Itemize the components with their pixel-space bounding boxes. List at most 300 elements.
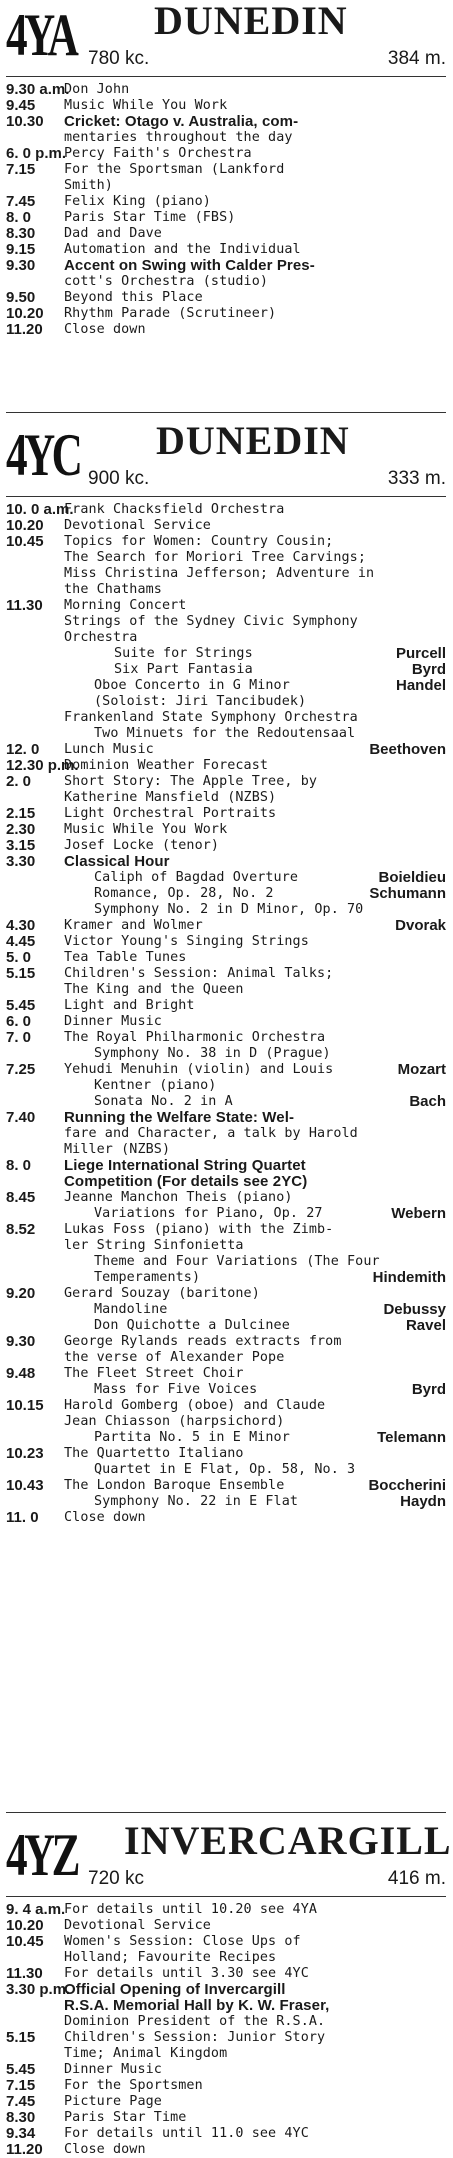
composer-name: Haydn <box>400 1493 446 1510</box>
programme-title: Variations for Piano, Op. 27 <box>94 1206 323 1221</box>
programme-title: Symphony No. 38 in D (Prague) <box>94 1046 331 1061</box>
programme-row <box>6 566 446 582</box>
programme-title: mentaries throughout the day <box>64 130 293 145</box>
programme-title: The London Baroque Ensemble <box>64 1478 285 1493</box>
programme-time <box>6 1046 64 1062</box>
programme-time: 8. 0 <box>6 209 32 226</box>
station-city: INVERCARGILL <box>124 1818 452 1863</box>
station-frequency: 780 kc. <box>88 48 150 69</box>
programme-time: 5.45 <box>6 997 36 1014</box>
programme-time <box>6 1078 64 1094</box>
programme-time <box>6 1254 64 1270</box>
programme-time <box>6 1414 64 1430</box>
programme-row <box>6 1462 446 1478</box>
programme-row <box>6 870 446 886</box>
programme-title: Liege International String Quartet <box>64 1157 306 1174</box>
programme-title: Orchestra <box>64 630 138 645</box>
programme-time: 9.48 <box>6 1365 36 1382</box>
programme-time <box>6 790 64 806</box>
programme-title: Paris Star Time (FBS) <box>64 210 236 225</box>
programme-time <box>6 1270 64 1286</box>
programme-time: 11.30 <box>6 597 43 614</box>
programme-time: 9. 4 a.m. <box>6 1901 66 1918</box>
programme-time <box>6 1950 64 1966</box>
programme-time <box>6 1350 64 1366</box>
programme-time <box>6 274 64 290</box>
composer-name: Hindemith <box>372 1269 446 1286</box>
programme-row <box>6 2142 446 2158</box>
programme-time: 8.30 <box>6 225 36 242</box>
programme-title: Beyond this Place <box>64 290 203 305</box>
programme-row <box>6 210 446 226</box>
programme-time: 7.45 <box>6 193 36 210</box>
programme-title: Oboe Concerto in G Minor <box>94 678 290 693</box>
programme-title: Temperaments) <box>94 1270 201 1285</box>
programme-title: Victor Young's Singing Strings <box>64 934 309 949</box>
programme-time: 10.15 <box>6 1397 44 1414</box>
header-rule <box>6 76 446 77</box>
programme-row <box>6 1238 446 1254</box>
programme-row <box>6 1158 446 1174</box>
programme-time <box>6 1430 64 1446</box>
programme-row <box>6 1414 446 1430</box>
programme-row <box>6 1318 446 1334</box>
programme-title: Theme and Four Variations (The Four <box>94 1254 380 1269</box>
composer-name: Telemann <box>377 1429 446 1446</box>
programme-time: 7.15 <box>6 161 36 178</box>
programme-row <box>6 774 446 790</box>
programme-title: Close down <box>64 1510 146 1525</box>
programme-row <box>6 1398 446 1414</box>
programme-time <box>6 678 64 694</box>
programme-row <box>6 902 446 918</box>
programme-row <box>6 322 446 338</box>
programme-time: 2. 0 <box>6 773 32 790</box>
station-header <box>6 0 446 78</box>
programme-row <box>6 114 446 130</box>
programme-row <box>6 598 446 614</box>
programme-row <box>6 194 446 210</box>
composer-name: Handel <box>395 677 446 694</box>
programme-title: Close down <box>64 2142 146 2157</box>
programme-row <box>6 2014 446 2030</box>
programme-row <box>6 1982 446 1998</box>
composer-name: Debussy <box>383 1301 446 1318</box>
programme-title: Symphony No. 2 in D Minor, Op. 70 <box>94 902 364 917</box>
programme-time: 7.25 <box>6 1061 36 1078</box>
programme-row <box>6 2030 446 2046</box>
programme-title: ler String Sinfonietta <box>64 1238 244 1253</box>
programme-title: Kramer and Wolmer <box>64 918 203 933</box>
programme-row <box>6 1046 446 1062</box>
programme-row <box>6 1446 446 1462</box>
programme-row <box>6 982 446 998</box>
programme-row <box>6 130 446 146</box>
programme-row <box>6 822 446 838</box>
programme-row <box>6 886 446 902</box>
programme-time <box>6 566 64 582</box>
programme-time: 10.23 <box>6 1445 44 1462</box>
programme-row <box>6 2126 446 2142</box>
programme-title: Classical Hour <box>64 853 170 870</box>
programme-row <box>6 226 446 242</box>
programme-title: Accent on Swing with Calder Pres- <box>64 257 315 274</box>
programme-title: George Rylands reads extracts from <box>64 1334 342 1349</box>
programme-row <box>6 290 446 306</box>
programme-row <box>6 1918 446 1934</box>
programme-time <box>6 2046 64 2062</box>
programme-row <box>6 1094 446 1110</box>
programme-row <box>6 710 446 726</box>
programme-row <box>6 998 446 1014</box>
programme-title: The Royal Philharmonic Orchestra <box>64 1030 326 1045</box>
programme-time: 9.45 <box>6 97 36 114</box>
programme-row <box>6 242 446 258</box>
station-call-sign: 4YC <box>6 422 80 488</box>
programme-title: Women's Session: Close Ups of <box>64 1934 301 1949</box>
programme-title: Jean Chiasson (harpsichord) <box>64 1414 285 1429</box>
programme-title: Suite for Strings <box>114 646 253 661</box>
programme-time <box>6 130 64 146</box>
programme-title: Romance, Op. 28, No. 2 <box>94 886 274 901</box>
programme-row <box>6 614 446 630</box>
programme-time: 4.30 <box>6 917 36 934</box>
programme-title: Dominion President of the R.S.A. <box>64 2014 326 2029</box>
programme-time <box>6 178 64 194</box>
programme-title: Two Minuets for the Redoutensaal <box>94 726 356 741</box>
programme-time: 11.20 <box>6 2141 43 2158</box>
station-frequency: 900 kc. <box>88 468 150 489</box>
programme-row <box>6 950 446 966</box>
programme-title: cott's Orchestra (studio) <box>64 274 269 289</box>
station-frequency: 720 kc <box>88 1868 144 1889</box>
programme-time: 6. 0 <box>6 1013 32 1030</box>
programme-row <box>6 146 446 162</box>
station-header <box>6 420 446 498</box>
programme-row <box>6 1286 446 1302</box>
composer-name: Mozart <box>397 1061 446 1078</box>
programme-row <box>6 258 446 274</box>
programme-row <box>6 1998 446 2014</box>
programme-title: For details until 11.0 see 4YC <box>64 2126 309 2141</box>
programme-row <box>6 1902 446 1918</box>
programme-row <box>6 82 446 98</box>
programme-title: (Soloist: Jiri Tancibudek) <box>94 694 307 709</box>
programme-row <box>6 966 446 982</box>
programme-time: 9.30 <box>6 1333 36 1350</box>
composer-name: Byrd <box>411 1381 446 1398</box>
programme-title: Six Part Fantasia <box>114 662 253 677</box>
programme-row <box>6 502 446 518</box>
programme-row <box>6 1222 446 1238</box>
station-4yc <box>6 420 446 1526</box>
programme-time <box>6 710 64 726</box>
programme-title: Music While You Work <box>64 98 228 113</box>
composer-name: Boieldieu <box>378 869 446 886</box>
programme-time: 9.15 <box>6 241 36 258</box>
programme-title: The King and the Queen <box>64 982 244 997</box>
programme-title: Felix King (piano) <box>64 194 211 209</box>
programme-time <box>6 1126 64 1142</box>
programme-row <box>6 1966 446 1982</box>
composer-name: Schumann <box>369 885 446 902</box>
programme-time: 10.20 <box>6 517 44 534</box>
programme-row <box>6 694 446 710</box>
programme-title: The Quartetto Italiano <box>64 1446 244 1461</box>
programme-time <box>6 550 64 566</box>
programme-time: 12.30 p.m. <box>6 757 79 774</box>
programme-title: Music While You Work <box>64 822 228 837</box>
programme-title: Rhythm Parade (Scrutineer) <box>64 306 277 321</box>
programme-row <box>6 306 446 322</box>
programme-row <box>6 1190 446 1206</box>
programme-row <box>6 790 446 806</box>
station-call-sign: 4YA <box>6 2 76 68</box>
programme-title: Short Story: The Apple Tree, by <box>64 774 318 789</box>
programme-time <box>6 726 64 742</box>
station-city: DUNEDIN <box>154 0 348 43</box>
programme-time <box>6 1238 64 1254</box>
programme-time: 4.45 <box>6 933 36 950</box>
programme-row <box>6 934 446 950</box>
programme-row <box>6 742 446 758</box>
programme-time <box>6 1174 64 1190</box>
programme-time <box>6 2014 64 2030</box>
programme-row <box>6 274 446 290</box>
programme-time <box>6 1462 64 1478</box>
programme-row <box>6 646 446 662</box>
programme-row <box>6 806 446 822</box>
programme-time: 3.30 <box>6 853 36 870</box>
programme-row <box>6 1142 446 1158</box>
programme-row <box>6 1366 446 1382</box>
programme-time: 7. 0 <box>6 1029 32 1046</box>
station-wavelength: 416 m. <box>387 1868 446 1889</box>
station-wavelength: 333 m. <box>387 468 446 489</box>
composer-name: Dvorak <box>395 917 446 934</box>
programme-time: 9.20 <box>6 1285 36 1302</box>
programme-row <box>6 1254 446 1270</box>
programme-title: Time; Animal Kingdom <box>64 2046 228 2061</box>
programme-row <box>6 550 446 566</box>
station-wavelength: 384 m. <box>387 48 446 69</box>
programme-time: 3.15 <box>6 837 36 854</box>
programme-row <box>6 2046 446 2062</box>
programme-time <box>6 1206 64 1222</box>
programme-title: For details until 3.30 see 4YC <box>64 1966 309 1981</box>
programme-title: Holland; Favourite Recipes <box>64 1950 277 1965</box>
programme-time: 9.30 <box>6 257 36 274</box>
programme-title: Close down <box>64 322 146 337</box>
programme-title: Jeanne Manchon Theis (piano) <box>64 1190 293 1205</box>
programme-title: fare and Character, a talk by Harold <box>64 1126 358 1141</box>
programme-time <box>6 1302 64 1318</box>
programme-title: Children's Session: Animal Talks; <box>64 966 334 981</box>
programme-time <box>6 902 64 918</box>
programme-title: Paris Star Time <box>64 2110 187 2125</box>
programme-row <box>6 1126 446 1142</box>
header-rule <box>6 496 446 497</box>
programme-time: 10. 0 a.m. <box>6 501 74 518</box>
programme-title: The Fleet Street Choir <box>64 1366 244 1381</box>
programme-title: Running the Welfare State: Wel- <box>64 1109 295 1126</box>
composer-name: Purcell <box>395 645 446 662</box>
programme-title: The Search for Moriori Tree Carvings; <box>64 550 366 565</box>
programme-title: Dominion Weather Forecast <box>64 758 269 773</box>
programme-title: Picture Page <box>64 2094 162 2109</box>
programme-time <box>6 982 64 998</box>
programme-time: 11.30 <box>6 1965 43 1982</box>
programme-time: 7.15 <box>6 2077 36 2094</box>
programme-time: 8.52 <box>6 1221 36 1238</box>
programme-time: 2.30 <box>6 821 36 838</box>
programme-title: For the Sportsmen <box>64 2078 203 2093</box>
programme-time: 10.20 <box>6 1917 44 1934</box>
programme-time: 8.30 <box>6 2109 36 2126</box>
programme-row <box>6 918 446 934</box>
programme-title: Light and Bright <box>64 998 195 1013</box>
programme-time <box>6 582 64 598</box>
programme-time <box>6 1094 64 1110</box>
programme-row <box>6 1078 446 1094</box>
programme-time <box>6 614 64 630</box>
programme-title: Competition (For details see 2YC) <box>64 1173 308 1190</box>
programme-title: Sonata No. 2 in A <box>94 1094 233 1109</box>
programme-title: Devotional Service <box>64 518 211 533</box>
programme-list <box>6 82 446 338</box>
programme-time: 10.45 <box>6 1933 44 1950</box>
composer-name: Beethoven <box>369 741 446 758</box>
programme-time <box>6 694 64 710</box>
programme-time: 11. 0 <box>6 1509 39 1526</box>
programme-title: Symphony No. 22 in E Flat <box>94 1494 299 1509</box>
station-call-sign: 4YZ <box>6 1822 77 1888</box>
programme-row <box>6 1494 446 1510</box>
programme-title: Topics for Women: Country Cousin; <box>64 534 334 549</box>
programme-time <box>6 1318 64 1334</box>
programme-title: Devotional Service <box>64 1918 211 1933</box>
programme-title: Morning Concert <box>64 598 187 613</box>
programme-row <box>6 1950 446 1966</box>
programme-title: Don Quichotte a Dulcinee <box>94 1318 290 1333</box>
programme-time <box>6 630 64 646</box>
programme-time <box>6 870 64 886</box>
programme-title: Partita No. 5 in E Minor <box>94 1430 290 1445</box>
programme-title: Yehudi Menuhin (violin) and Louis <box>64 1062 334 1077</box>
programme-title: Mandoline <box>94 1302 168 1317</box>
station-4yz <box>6 1818 452 2158</box>
programme-row <box>6 518 446 534</box>
programme-row <box>6 2062 446 2078</box>
programme-row <box>6 678 446 694</box>
programme-row <box>6 1030 446 1046</box>
programme-row <box>6 1934 446 1950</box>
composer-name: Ravel <box>405 1317 446 1334</box>
programme-row <box>6 1382 446 1398</box>
programme-title: Josef Locke (tenor) <box>64 838 220 853</box>
programme-title: Dinner Music <box>64 1014 162 1029</box>
programme-title: Miller (NZBS) <box>64 1142 171 1157</box>
programme-time: 9.30 a.m. <box>6 81 70 98</box>
programme-title: Gerard Souzay (baritone) <box>64 1286 260 1301</box>
programme-time <box>6 1142 64 1158</box>
programme-time: 3.30 p.m. <box>6 1981 71 1998</box>
programme-row <box>6 2094 446 2110</box>
programme-row <box>6 1174 446 1190</box>
programme-time <box>6 662 64 678</box>
programme-title: Mass for Five Voices <box>94 1382 258 1397</box>
programme-time: 7.45 <box>6 2093 36 2110</box>
programme-title: Frank Chacksfield Orchestra <box>64 502 285 517</box>
station-4ya <box>6 0 446 338</box>
programme-row <box>6 2078 446 2094</box>
programme-title: Percy Faith's Orchestra <box>64 146 252 161</box>
header-rule <box>6 1896 446 1897</box>
programme-row <box>6 162 446 178</box>
programme-title: Caliph of Bagdad Overture <box>94 870 299 885</box>
programme-row <box>6 178 446 194</box>
programme-title: Strings of the Sydney Civic Symphony <box>64 614 358 629</box>
station-city: DUNEDIN <box>156 418 350 463</box>
programme-time <box>6 646 64 662</box>
programme-row <box>6 1334 446 1350</box>
section-divider <box>6 1812 446 1813</box>
composer-name: Bach <box>409 1093 446 1110</box>
programme-row <box>6 582 446 598</box>
programme-time <box>6 1998 64 2014</box>
programme-list <box>6 502 446 1526</box>
programme-time: 12. 0 <box>6 741 40 758</box>
station-header <box>6 1818 452 1898</box>
programme-time: 5.15 <box>6 2029 36 2046</box>
programme-row <box>6 534 446 550</box>
programme-row <box>6 1430 446 1446</box>
programme-time: 5.45 <box>6 2061 36 2078</box>
programme-time: 5.15 <box>6 965 36 982</box>
programme-row <box>6 662 446 678</box>
programme-time: 2.15 <box>6 805 36 822</box>
programme-title: Official Opening of Invercargill <box>64 1981 286 1998</box>
programme-time: 11.20 <box>6 321 43 338</box>
programme-title: Dinner Music <box>64 2062 162 2077</box>
programme-time: 9.34 <box>6 2125 36 2142</box>
programme-title: Harold Gomberg (oboe) and Claude <box>64 1398 326 1413</box>
programme-time <box>6 1494 64 1510</box>
programme-row <box>6 854 446 870</box>
programme-title: Children's Session: Junior Story <box>64 2030 326 2045</box>
programme-row <box>6 1350 446 1366</box>
programme-row <box>6 1302 446 1318</box>
programme-time <box>6 1382 64 1398</box>
section-divider <box>6 412 446 413</box>
programme-time: 7.40 <box>6 1109 36 1126</box>
programme-title: For the Sportsman (Lankford <box>64 162 285 177</box>
programme-title: Kentner (piano) <box>94 1078 217 1093</box>
programme-title: Light Orchestral Portraits <box>64 806 277 821</box>
programme-title: R.S.A. Memorial Hall by K. W. Fraser, <box>64 1997 330 2014</box>
programme-time: 8. 0 <box>6 1157 32 1174</box>
composer-name: Byrd <box>411 661 446 678</box>
programme-title: Automation and the Individual <box>64 242 301 257</box>
programme-time: 9.50 <box>6 289 36 306</box>
programme-title: Dad and Dave <box>64 226 162 241</box>
programme-row <box>6 1110 446 1126</box>
programme-time: 10.43 <box>6 1477 44 1494</box>
programme-time: 10.30 <box>6 113 44 130</box>
programme-row <box>6 1206 446 1222</box>
programme-title: Tea Table Tunes <box>64 950 187 965</box>
programme-title: Quartet in E Flat, Op. 58, No. 3 <box>94 1462 356 1477</box>
